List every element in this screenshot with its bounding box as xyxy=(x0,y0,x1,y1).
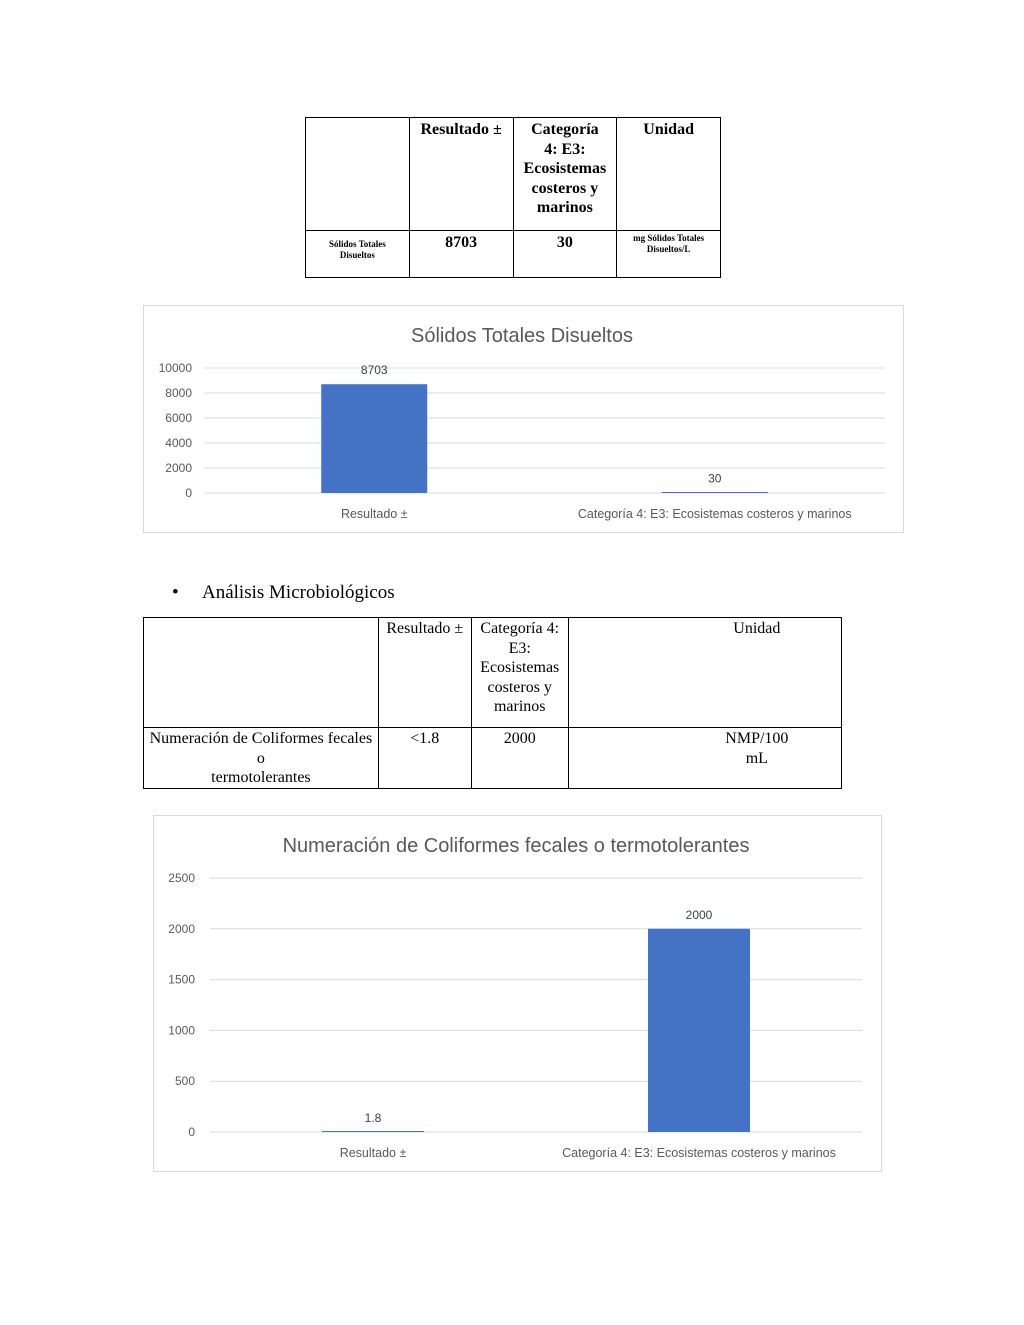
table2-header-category-text: Categoría 4: E3: Ecosistemas costeros y marinos xyxy=(480,620,560,715)
solids-table xyxy=(305,117,721,278)
section-title: Análisis Microbiológicos xyxy=(202,582,395,603)
y-tick-label: 6000 xyxy=(165,411,192,425)
section-heading xyxy=(172,582,395,604)
table1-unit-cell xyxy=(617,231,721,278)
y-tick-label: 10000 xyxy=(158,361,192,375)
table1-header-category xyxy=(513,118,617,231)
bar xyxy=(662,492,768,493)
table1-header-empty xyxy=(306,118,410,231)
table1-parameter-cell xyxy=(306,231,410,278)
table2-header-category xyxy=(471,618,568,728)
table1-header-category-text: Categoría 4: E3: Ecosistemas costeros y marinos xyxy=(523,121,607,216)
y-tick-label: 8000 xyxy=(165,386,192,400)
category-label: Categoría 4: E3: Ecosistemas costeros y marinos xyxy=(577,507,852,521)
y-tick-label: 1000 xyxy=(168,1023,195,1038)
table1-parameter-text: Sólidos Totales Disueltos xyxy=(328,239,386,260)
bar xyxy=(648,929,750,1132)
table2-header-unit: Unidad xyxy=(568,618,841,728)
category-label: Categoría 4: E3: Ecosistemas costeros y marinos xyxy=(562,1146,836,1160)
y-tick-label: 2000 xyxy=(165,461,192,475)
bar xyxy=(322,1131,424,1132)
table1-unit-text: mg Sólidos Totales Disueltos/L xyxy=(633,233,705,254)
coliform-chart xyxy=(153,815,882,1172)
table2-unit-text: NMP/100 mL xyxy=(725,730,789,767)
data-label: 2000 xyxy=(685,907,713,922)
y-tick-label: 0 xyxy=(185,486,192,500)
y-tick-label: 2500 xyxy=(168,871,195,885)
solids-chart xyxy=(143,305,904,533)
data-label: 1.8 xyxy=(364,1110,382,1125)
table2-parameter-text: Numeración de Coliformes fecales o termotolerantes xyxy=(149,730,373,786)
table2-unit-cell xyxy=(568,728,841,789)
y-tick-label: 500 xyxy=(174,1074,195,1089)
table1-result-cell: 8703 xyxy=(409,231,513,278)
table1-category-cell: 30 xyxy=(513,231,617,278)
category-label: Resultado ± xyxy=(340,507,408,521)
bar xyxy=(321,384,427,493)
table1-header-result: Resultado ± xyxy=(409,118,513,231)
table2-header-result: Resultado ± xyxy=(378,618,471,728)
table1-header-unit: Unidad xyxy=(617,118,721,231)
solids-chart-svg xyxy=(144,306,903,532)
coliform-chart-svg xyxy=(154,816,881,1171)
table2-header-empty xyxy=(144,618,379,728)
category-label: Resultado ± xyxy=(339,1146,407,1160)
y-tick-label: 1500 xyxy=(168,972,195,987)
chart-title: Numeración de Coliformes fecales o termotolerantes xyxy=(282,835,750,857)
y-tick-label: 0 xyxy=(188,1125,195,1139)
chart-title: Sólidos Totales Disueltos xyxy=(411,325,633,347)
data-label: 8703 xyxy=(360,363,388,378)
data-label: 30 xyxy=(708,471,722,486)
y-tick-label: 2000 xyxy=(168,921,195,936)
y-tick-label: 4000 xyxy=(165,436,192,450)
bullet-icon: • xyxy=(172,582,179,603)
microbiology-table xyxy=(143,617,842,789)
table2-category-cell: 2000 xyxy=(471,728,568,789)
table2-parameter-cell xyxy=(144,728,379,789)
table2-result-cell: <1.8 xyxy=(378,728,471,789)
